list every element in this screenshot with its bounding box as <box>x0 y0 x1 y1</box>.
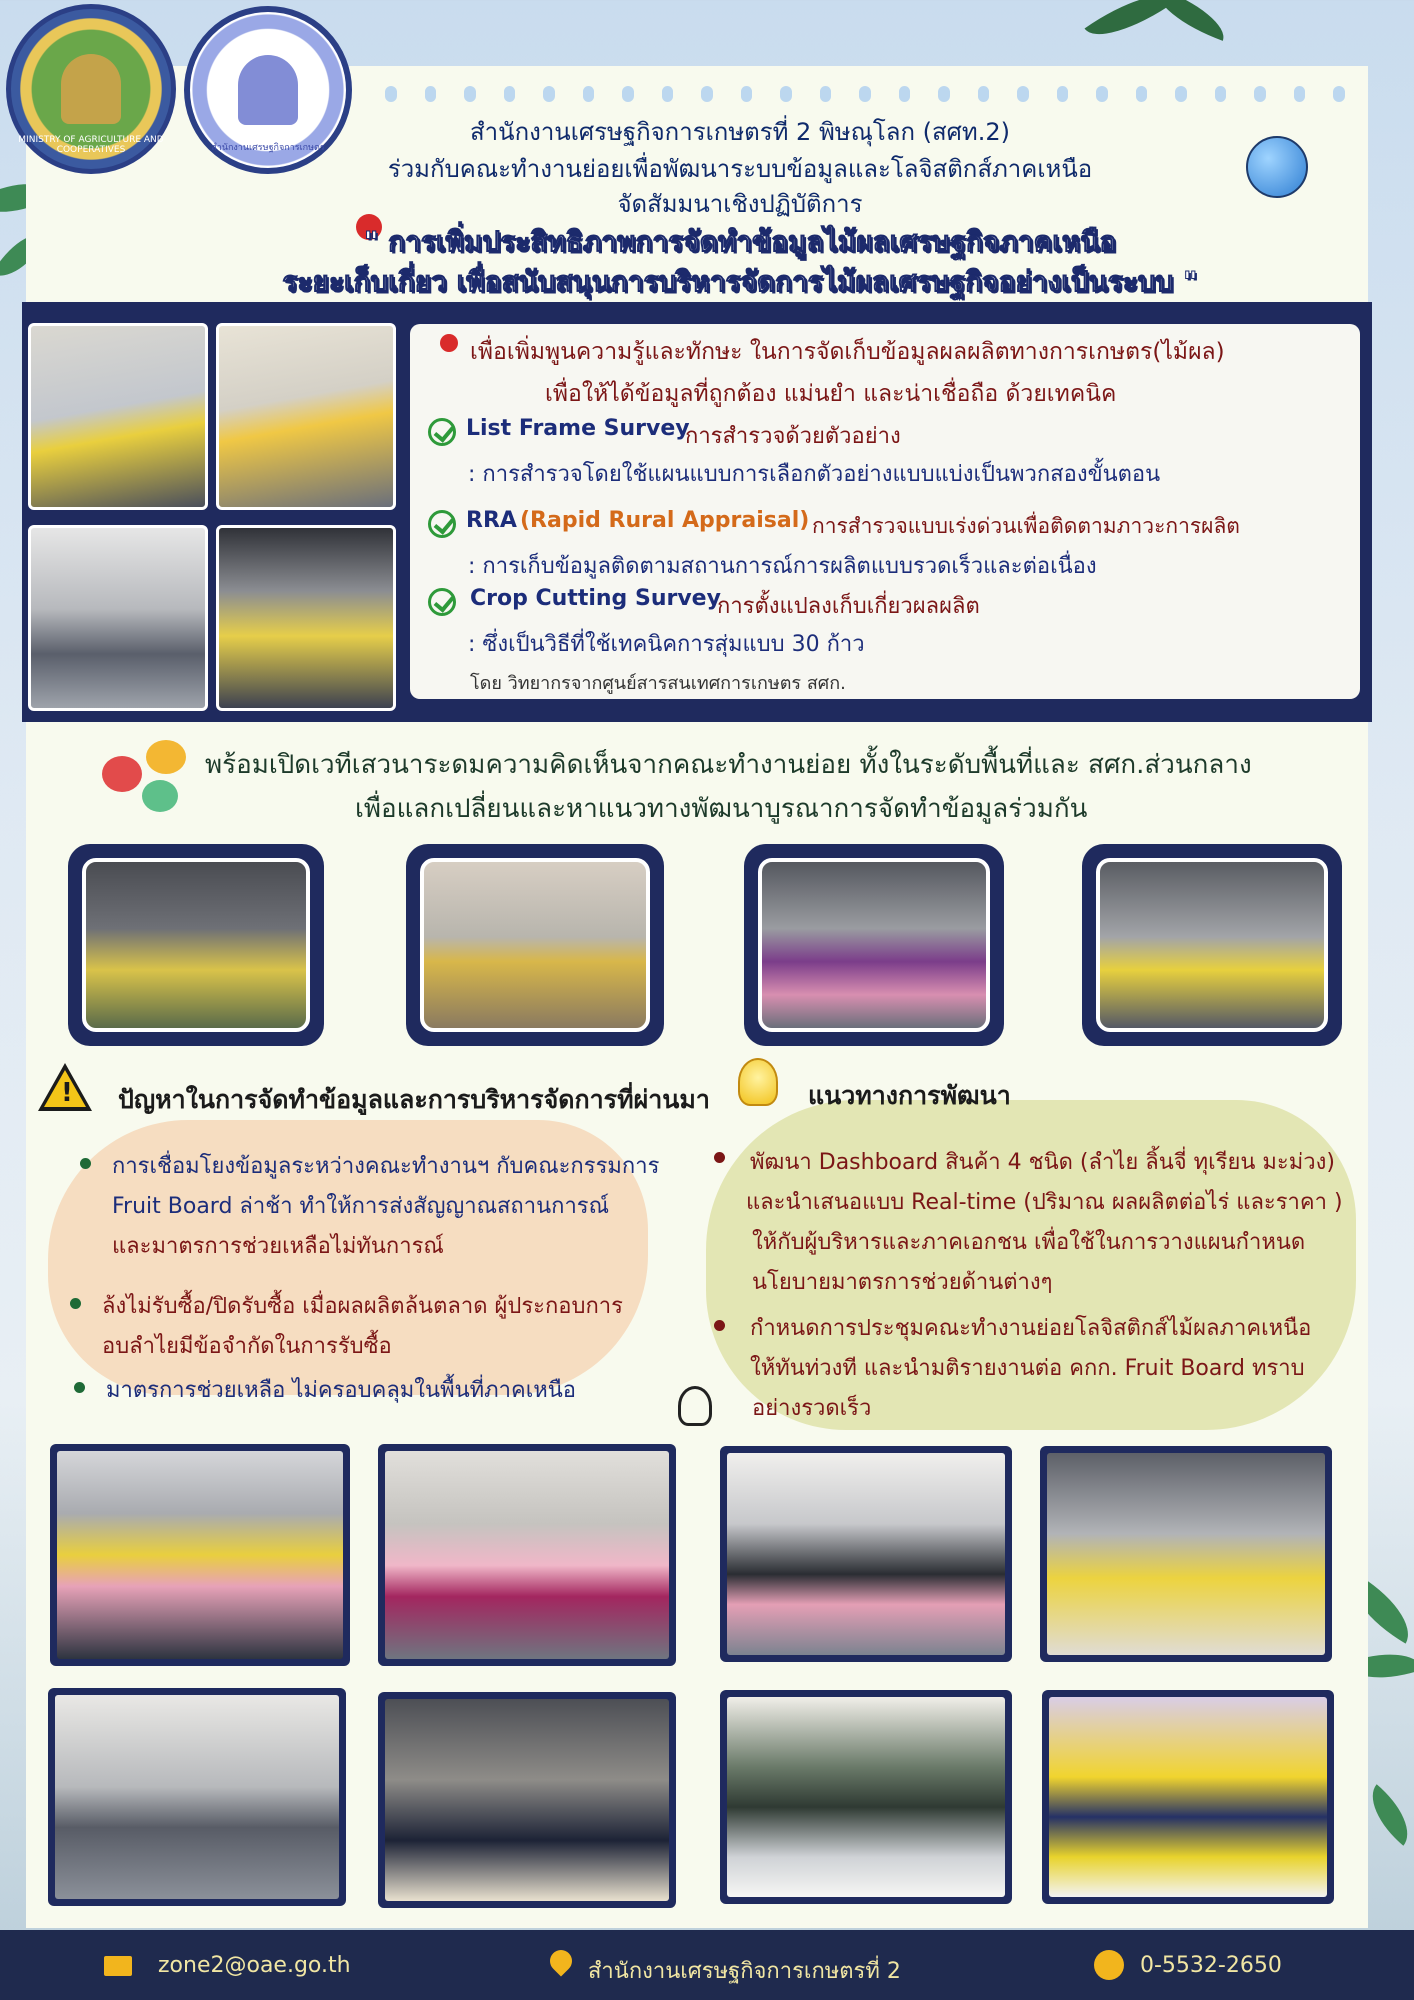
globe-icon <box>1246 136 1308 198</box>
decorative-dots <box>385 86 1345 104</box>
header-line-1: สำนักงานเศรษฐกิจการเกษตรที่ 2 พิษณุโลก (สศท.2) <box>470 118 1010 146</box>
seminar-photo <box>216 323 396 510</box>
technique-desc: การตั้งแปลงเก็บเกี่ยวผลผลิต <box>717 594 980 619</box>
seminar-photo <box>216 525 396 711</box>
development-item: พัฒนา Dashboard สินค้า 4 ชนิด (ลำไย ลิ้นจี่ ทุเรียน มะม่วง) <box>750 1150 1335 1175</box>
bullet <box>714 1152 725 1163</box>
technique-desc: การสำรวจด้วยตัวอย่าง <box>685 424 901 449</box>
technique-extra: (Rapid Rural Appraisal) <box>520 508 810 533</box>
seminar-photo <box>28 323 208 510</box>
check-icon <box>428 588 456 616</box>
objective-intro-2: เพื่อให้ได้ข้อมูลที่ถูกต้อง แม่นยำ และน่าเชื่อถือ ด้วยเทคนิค <box>545 381 1117 407</box>
oae-logo: สำนักงานเศรษฐกิจการเกษตร <box>184 6 352 174</box>
problem-item: การเชื่อมโยงข้อมูลระหว่างคณะทำงานฯ กับคณะกรรมการ <box>112 1154 660 1179</box>
development-title: แนวทางการพัฒนา <box>808 1081 1011 1110</box>
development-item: และนำเสนอแบบ Real-time (ปริมาณ ผลผลิตต่อไร่ และราคา ) <box>746 1190 1343 1215</box>
email-icon <box>104 1956 132 1976</box>
lightbulb-icon <box>738 1058 778 1106</box>
development-item: นโยบายมาตรการช่วยด้านต่างๆ <box>752 1270 1053 1295</box>
objective-intro-1: เพื่อเพิ่มพูนความรู้และทักษะ ในการจัดเก็บข้อมูลผลผลิตทางการเกษตร(ไม้ผล) <box>470 339 1225 365</box>
event-photo <box>1042 1690 1334 1904</box>
technique-name: Crop Cutting Survey <box>470 586 721 611</box>
location-pin-icon <box>440 334 458 352</box>
event-photo <box>48 1688 346 1906</box>
check-icon <box>428 510 456 538</box>
forum-photo-frame <box>744 844 1004 1046</box>
technique-detail: : ซึ่งเป็นวิธีที่ใช้เทคนิคการสุ่มแบบ 30 ก้าว <box>468 632 865 657</box>
forum-photo-frame <box>406 844 664 1046</box>
problem-item: มาตรการช่วยเหลือ ไม่ครอบคลุมในพื้นที่ภาคเหนือ <box>106 1378 576 1403</box>
forum-line-1: พร้อมเปิดเวทีเสวนาระดมความคิดเห็นจากคณะทำงานย่อย ทั้งในระดับพื้นที่และ สศก.ส่วนกลาง <box>205 750 1252 780</box>
speaker-credit: โดย วิทยากรจากศูนย์สารสนเทศการเกษตร สศก. <box>470 673 846 694</box>
header-line-2: ร่วมกับคณะทำงานย่อยเพื่อพัฒนาระบบข้อมูลและโลจิสติกส์ภาคเหนือ <box>387 155 1093 183</box>
footer-phone[interactable]: 0-5532-2650 <box>1140 1953 1282 1978</box>
bullet <box>70 1298 81 1309</box>
seminar-title-line-1: " การเพิ่มประสิทธิภาพการจัดทำข้อมูลไม้ผลเศรษฐกิจภาคเหนือ <box>363 225 1117 258</box>
header-line-3: จัดสัมมนาเชิงปฏิบัติการ <box>617 190 863 218</box>
problem-item: อบลำไยมีข้อจำกัดในการรับซื้อ <box>102 1334 392 1359</box>
bullet <box>714 1320 725 1331</box>
chat-bubbles-icon <box>102 740 190 818</box>
event-photo <box>1040 1446 1332 1662</box>
development-item: ให้กับผู้บริหารและภาคเอกชน เพื่อใช้ในการวางแผนกำหนด <box>752 1230 1306 1255</box>
development-item: อย่างรวดเร็ว <box>752 1396 872 1421</box>
leaf-decoration <box>1085 0 1176 53</box>
problem-item: ล้งไม่รับซื้อ/ปิดรับซื้อ เมื่อผลผลิตล้นตลาด ผู้ประกอบการ <box>102 1294 623 1319</box>
development-item: กำหนดการประชุมคณะทำงานย่อยโลจิสติกส์ไม้ผลภาคเหนือ <box>750 1316 1312 1341</box>
event-photo <box>720 1690 1012 1904</box>
event-photo <box>378 1692 676 1908</box>
technique-detail: : การเก็บข้อมูลติดตามสถานการณ์การผลิตแบบรวดเร็วและต่อเนื่อง <box>468 554 1097 579</box>
footer-office: สำนักงานเศรษฐกิจการเกษตรที่ 2 <box>588 1959 901 1984</box>
forum-photo-frame <box>68 844 324 1046</box>
bullet <box>80 1158 91 1169</box>
development-item: ให้ทันท่วงที และนำมติรายงานต่อ คกก. Fruit Board ทราบ <box>750 1356 1305 1381</box>
technique-desc: การสำรวจแบบเร่งด่วนเพื่อติดตามภาวะการผลิต <box>812 514 1240 538</box>
forum-line-2: เพื่อแลกเปลี่ยนและหาแนวทางพัฒนาบูรณาการจัดทำข้อมูลร่วมกัน <box>355 794 1088 824</box>
problem-item: Fruit Board ล่าช้า ทำให้การส่งสัญญาณสถานการณ์ <box>112 1194 610 1219</box>
check-icon <box>428 418 456 446</box>
event-photo <box>720 1446 1012 1662</box>
event-photo <box>50 1444 350 1666</box>
seminar-photo <box>28 525 208 711</box>
footer-email[interactable]: zone2@oae.go.th <box>158 1953 351 1978</box>
warning-exclamation: ! <box>61 1078 73 1108</box>
problem-item: และมาตรการช่วยเหลือไม่ทันการณ์ <box>112 1234 444 1259</box>
seminar-title-line-2: ระยะเก็บเกี่ยว เพื่อสนับสนุนการบริหารจัดการไม้ผลเศรษฐกิจอย่างเป็นระบบ " <box>282 265 1198 298</box>
lightbulb-outline-icon <box>678 1386 712 1426</box>
event-photo <box>378 1444 676 1666</box>
problems-title: ปัญหาในการจัดทำข้อมูลและการบริหารจัดการที่ผ่านมา <box>118 1085 710 1114</box>
technique-name: List Frame Survey <box>466 416 690 441</box>
technique-name: RRA <box>466 508 517 533</box>
technique-detail: : การสำรวจโดยใช้แผนแบบการเลือกตัวอย่างแบบแบ่งเป็นพวกสองขั้นตอน <box>468 462 1161 487</box>
phone-icon <box>1094 1950 1124 1980</box>
forum-photo-frame <box>1082 844 1342 1046</box>
bullet <box>74 1382 85 1393</box>
ministry-logo: MINISTRY OF AGRICULTURE AND COOPERATIVES <box>6 4 176 174</box>
